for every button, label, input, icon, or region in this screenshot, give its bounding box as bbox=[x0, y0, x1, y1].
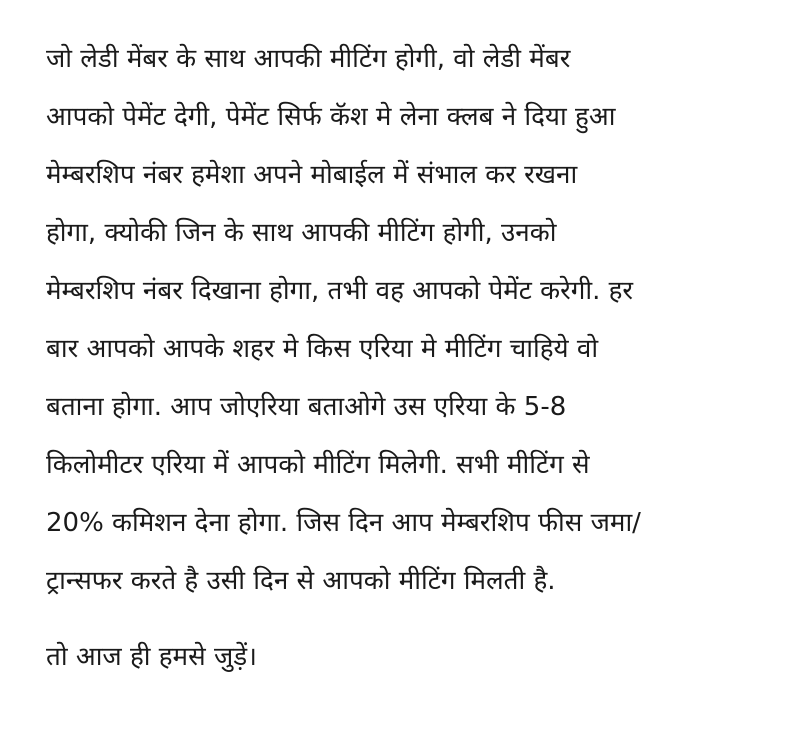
paragraph-closing bbox=[46, 628, 780, 686]
text-line: जो लेडी मेंबर के साथ आपकी मीटिंग होगी, वो लेडी मेंबर bbox=[46, 44, 571, 74]
text-line: मेम्बरशिप नंबर दिखाना होगा, तभी वह आपको पेमेंट करेगी. हर bbox=[46, 276, 634, 306]
text-line: बताना होगा. आप जोएरिया बताओगे उस एरिया के 5-8 bbox=[46, 392, 567, 422]
text-line: किलोमीटर एरिया में आपको मीटिंग मिलेगी. सभी मीटिंग से bbox=[46, 450, 590, 480]
text-line: होगा, क्योकी जिन के साथ आपकी मीटिंग होगी, उनको bbox=[46, 218, 557, 248]
text-line: आपको पेमेंट देगी, पेमेंट सिर्फ कॅश मे लेना क्लब ने दिया हुआ bbox=[46, 102, 616, 132]
text-line: तो आज ही हमसे जुड़ें। bbox=[46, 642, 258, 672]
text-line: बार आपको आपके शहर मे किस एरिया मे मीटिंग चाहिये वो bbox=[46, 334, 599, 364]
paragraph-main bbox=[46, 30, 780, 610]
text-line: ट्रान्सफर करते है उसी दिन से आपको मीटिंग मिलती है. bbox=[46, 566, 556, 596]
text-line: मेम्बरशिप नंबर हमेशा अपने मोबाईल में संभाल कर रखना bbox=[46, 160, 578, 190]
text-line: 20% कमिशन देना होगा. जिस दिन आप मेम्बरशिप फीस जमा/ bbox=[46, 508, 641, 538]
paragraph-gap bbox=[46, 610, 780, 628]
